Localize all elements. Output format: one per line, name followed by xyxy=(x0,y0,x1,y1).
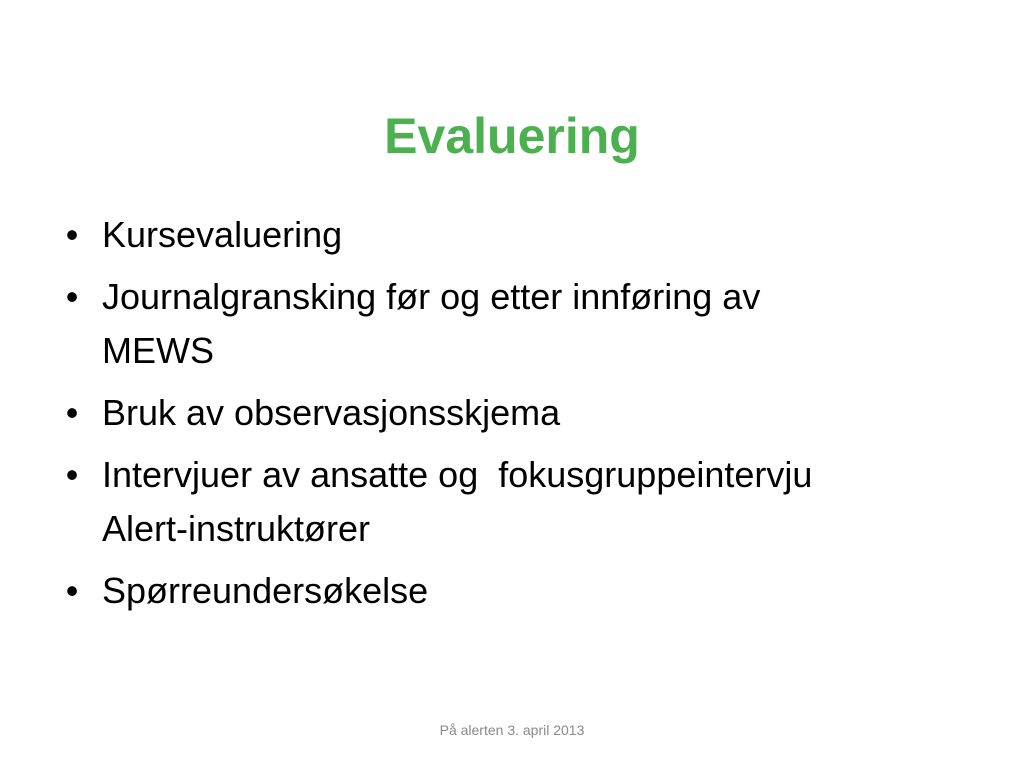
bullet-dot-icon: • xyxy=(65,570,79,611)
bullet-item xyxy=(60,448,980,556)
bullet-dot-icon: • xyxy=(65,392,79,433)
slide-footer: På alerten 3. april 2013 xyxy=(439,722,585,738)
bullet-dot-icon: • xyxy=(65,276,79,317)
bullet-item xyxy=(60,270,980,378)
slide-title: Evaluering xyxy=(384,108,640,164)
bullet-list xyxy=(60,208,980,626)
bullet-dot-icon: • xyxy=(65,214,79,255)
bullet-text-continuation: MEWS xyxy=(102,330,214,371)
bullet-item xyxy=(60,208,980,262)
bullet-text: Kursevaluering xyxy=(102,214,343,255)
bullet-text: Journalgransking før og etter innføring av xyxy=(102,276,761,317)
bullet-dot-icon: • xyxy=(65,454,79,495)
bullet-item xyxy=(60,386,980,440)
bullet-item xyxy=(60,564,980,618)
bullet-text: Intervjuer av ansatte og fokusgruppeintervju xyxy=(102,454,813,495)
bullet-text: Spørreundersøkelse xyxy=(102,570,429,611)
bullet-text-continuation: Alert-instruktører xyxy=(102,508,371,549)
bullet-text: Bruk av observasjonsskjema xyxy=(102,392,561,433)
